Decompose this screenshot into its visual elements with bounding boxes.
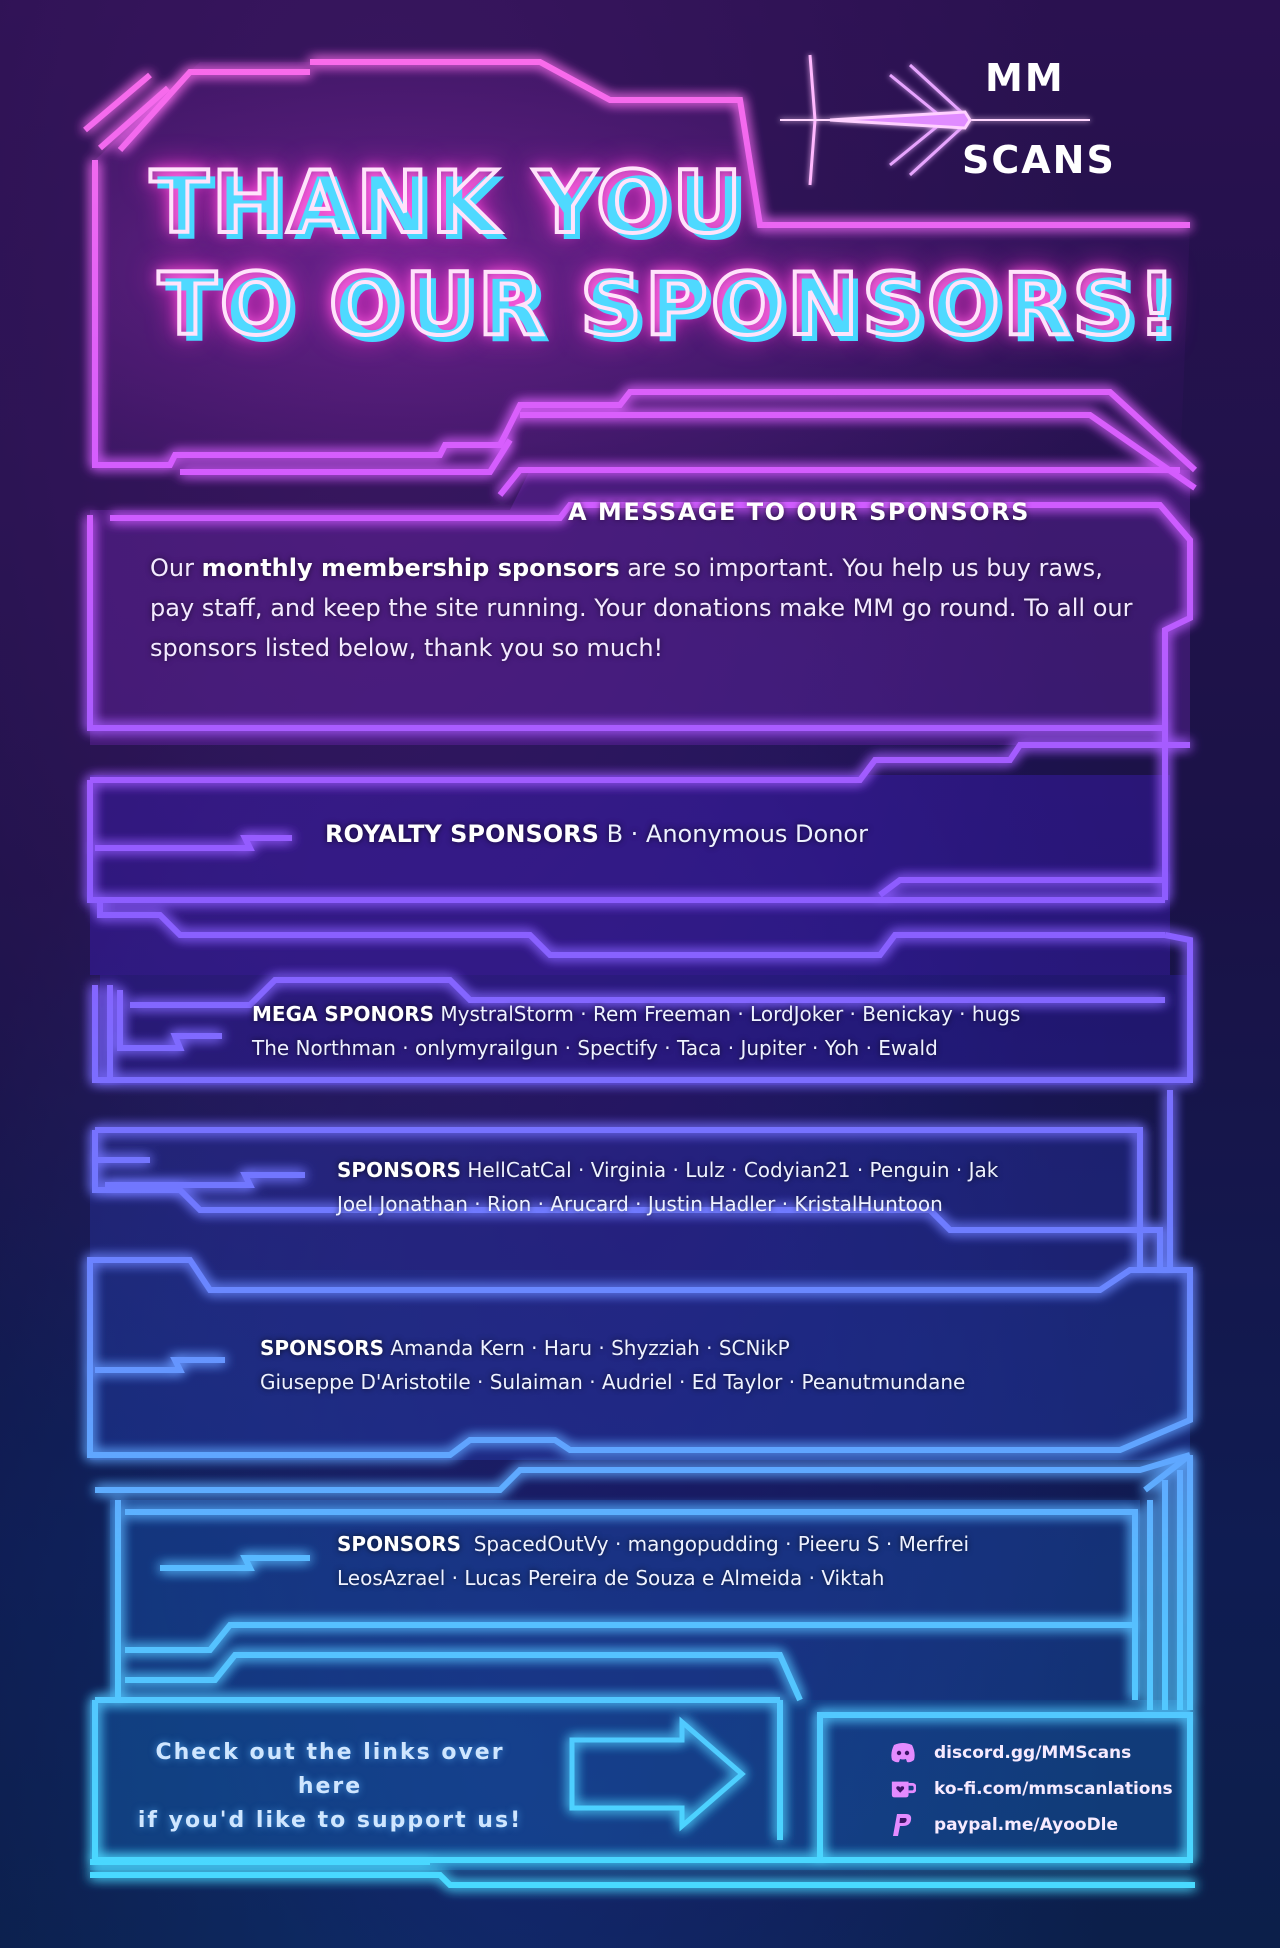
message-body: Our monthly membership sponsors are so important. You help us buy raws, pay staff, and keep the site running. Your donations make MM go round. To all our sponsors listed below, thank you so much! [150,554,1133,662]
link-kofi[interactable] [890,1776,1173,1802]
tier-royalty: ROYALTY SPONSORS B · Anonymous Donor [325,820,868,848]
message-heading: A MESSAGE TO OUR SPONSORS [568,498,1030,526]
link-kofi-text[interactable]: ko-fi.com/mmscanlations [934,1779,1173,1799]
kofi-cup-icon [890,1776,916,1802]
discord-icon [890,1740,916,1766]
logo-text-scans: SCANS [962,138,1116,182]
title-line-1: THANK YOU [150,153,745,253]
paypal-icon [890,1812,916,1838]
link-paypal-text[interactable]: paypal.me/AyooDle [934,1815,1119,1835]
logo-text-mm: MM [985,56,1065,100]
link-discord[interactable] [890,1740,1131,1766]
tier-sponsors-2: SPONSORS Amanda Kern · Haru · Shyzziah · SCNikP Giuseppe D'Aristotile · Sulaiman · Audriel · Ed Taylor · Peanutmundane [260,1336,966,1394]
title-line-2: TO OUR SPONSORS! [158,255,1180,355]
message-bold: monthly membership sponsors [201,554,620,582]
link-paypal[interactable] [890,1812,1118,1838]
tier-sponsors-1: SPONSORS HellCatCal · Virginia · Lulz · Codyian21 · Penguin · Jak Joel Jonathan · Rion · Arucard · Justin Hadler · KristalHuntoon [337,1158,999,1216]
link-discord-text[interactable]: discord.gg/MMScans [934,1743,1132,1763]
support-cta: Check out the links over here if you'd like to support us! [137,1740,523,1833]
tier-mega: MEGA SPONORS MystralStorm · Rem Freeman · LordJoker · Benickay · hugs The Northman · onlymyrailgun · Spectify · Taca · Jupiter · Yoh · Ewald [252,1002,1021,1060]
tier-sponsors-3: SPONSORS SpacedOutVy · mangopudding · Pieeru S · Merfrei LeosAzrael · Lucas Pereira de Souza e Almeida · Viktah [337,1532,970,1590]
